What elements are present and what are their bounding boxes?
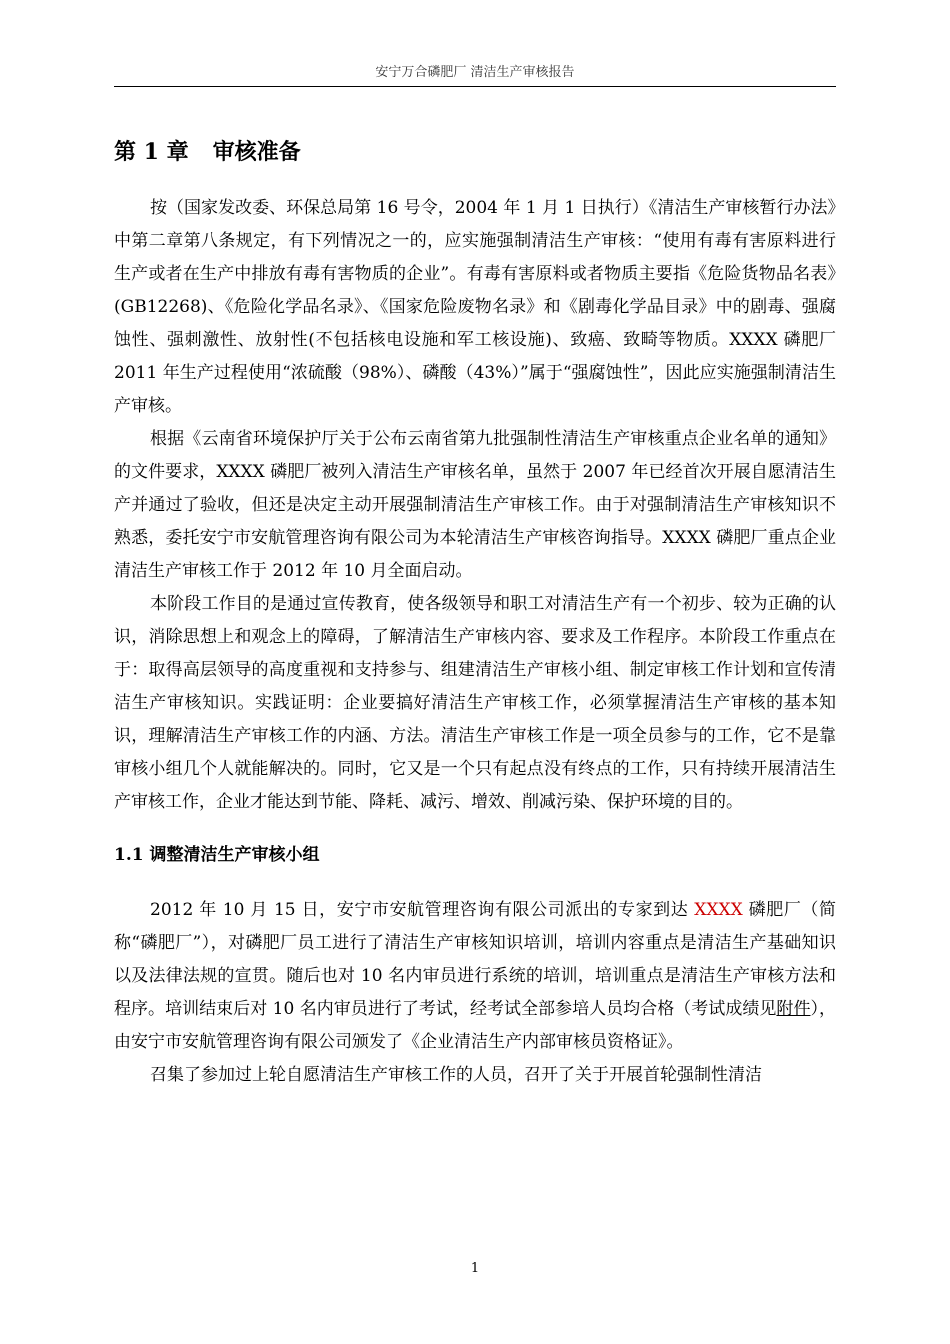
paragraph: 根据《云南省环境保护厅关于公布云南省第九批强制性清洁生产审核重点企业名单的通知》的文件要求，XXXX 磷肥厂被列入清洁生产审核名单，虽然于 2007 年已经首次开展自愿清洁生产并通过了验收，但还是决定主动开展强制清洁生产审核工作。由于对强制清洁生产审核知识不熟悉，委托安宁市安航管理咨询有限公司为本轮清洁生产审核咨询指导。XXXX 磷肥厂重点企业清洁生产审核工作于 2012 年 10 月全面启动。 — [114, 429, 836, 581]
paragraph: 召集了参加过上轮自愿清洁生产审核工作的人员，召开了关于开展首轮强制性清洁 — [150, 1065, 762, 1085]
highlighted-company-name: XXXX — [694, 900, 743, 920]
document-body — [114, 134, 836, 1092]
chapter-heading — [114, 134, 836, 170]
paragraph-text: ），由安宁市安航管理咨询有限公司颁发了《企业清洁生产内部审核员资格证》。 — [114, 999, 837, 1052]
paragraph-text: 磷肥厂（简称“磷肥厂”），对磷肥厂员工进行了清洁生产审核知识培训，培训内容重点是清洁生产基础知识以及法律法规的宣贯。随后也对 10 名内审员进行系统的培训，培训重点是清洁生产审核方法和程序。培训结束后对 10 名内审员进行了考试，经考试全部参培人员均合格（考试成绩见 — [114, 900, 836, 1019]
chapter-title: 审核准备 — [212, 139, 301, 165]
paragraph — [114, 894, 836, 1059]
running-header: 安宁万合磷肥厂 清洁生产审核报告 — [375, 65, 575, 80]
paragraph: 按（国家发改委、环保总局第 16 号令，2004 年 1 月 1 日执行）《清洁生产审核暂行办法》中第二章第八条规定，有下列情况之一的，应实施强制清洁生产审核：“使用有毒有害原料进行生产或者在生产中排放有毒有害物质的企业”。有毒有害原料或者物质主要指《危险货物品名表》(GB12268)、《危险化学品名录》、《国家危险废物名录》和《剧毒化学品目录》中的剧毒、强腐蚀性、强刺激性、放射性(不包括核电设施和军工核设施)、致癌、致畸等物质。XXXX 磷肥厂 2011 年生产过程使用“浓硫酸（98%）、磷酸（43%）”属于“强腐蚀性”，因此应实施强制清洁生产审核。 — [114, 198, 836, 416]
attachment-link[interactable]: 附件 — [776, 999, 811, 1019]
chapter-number: 第 1 章 — [114, 139, 189, 165]
header-divider — [114, 86, 836, 87]
page-number: 1 — [470, 1261, 480, 1276]
section-heading: 1.1 调整清洁生产审核小组 — [114, 845, 320, 865]
paragraph-text: 2012 年 10 月 15 日，安宁市安航管理咨询有限公司派出的专家到达 — [150, 900, 695, 920]
paragraph: 本阶段工作目的是通过宣传教育，使各级领导和职工对清洁生产有一个初步、较为正确的认识，消除思想上和观念上的障碍，了解清洁生产审核内容、要求及工作程序。本阶段工作重点在于：取得高层领导的高度重视和支持参与、组建清洁生产审核小组、制定审核工作计划和宣传清洁生产审核知识。实践证明：企业要搞好清洁生产审核工作，必须掌握清洁生产审核的基本知识，理解清洁生产审核工作的内涵、方法。清洁生产审核工作是一项全员参与的工作，它不是靠审核小组几个人就能解决的。同时，它又是一个只有起点没有终点的工作，只有持续开展清洁生产审核工作，企业才能达到节能、降耗、减污、增效、削减污染、保护环境的目的。 — [114, 594, 836, 812]
